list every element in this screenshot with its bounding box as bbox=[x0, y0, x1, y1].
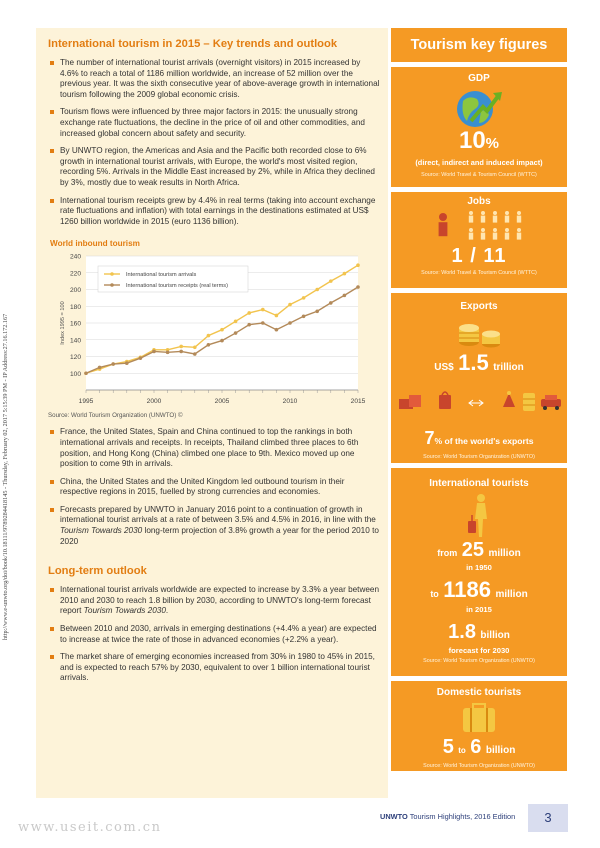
y-tick-label: 200 bbox=[69, 287, 81, 295]
data-point bbox=[193, 353, 197, 357]
data-point bbox=[356, 286, 360, 290]
line-chart bbox=[36, 248, 388, 418]
gdp-source: Source: World Travel & Tourism Council (WTTC) bbox=[421, 172, 537, 178]
gdp-number: 10 bbox=[458, 127, 486, 154]
data-point bbox=[247, 311, 251, 315]
exports-value bbox=[391, 350, 567, 381]
list-item: France, the United States, Spain and China continued to top the rankings in both international arrivals and receipts. In receipts, Thailand climbed three places to 6th position, and Hong Kong (China) climbed one place to 9th. Mexico moved up one position to come 9th in arrivals. bbox=[60, 427, 380, 469]
domestic-low: 5 bbox=[442, 736, 454, 758]
data-point bbox=[139, 357, 143, 361]
text: long-term projection of 3.8% growth a year for the period 2010 to 2020 bbox=[60, 526, 379, 546]
list-item: International tourism receipts grew by 4.4% in real terms (taking into account exchange rate fluctuations and inflation) with total earnings in the destinations estimated at US$ 1260 billion worldwide in 2015 (euro 1136 billion). bbox=[60, 196, 380, 228]
y-tick-label: 240 bbox=[69, 253, 81, 261]
data-point bbox=[315, 288, 319, 292]
y-axis-label: Index 1995 = 100 bbox=[60, 301, 66, 346]
exports-prefix: US$ bbox=[434, 362, 454, 373]
chart-title: World inbound tourism bbox=[50, 239, 140, 249]
sidebar-title: Tourism key figures bbox=[410, 37, 548, 53]
intl-forecast-text: forecast for 2030 bbox=[448, 646, 510, 655]
data-point bbox=[343, 294, 347, 298]
exports-share-text: % of the world's exports bbox=[434, 436, 534, 446]
data-point bbox=[261, 308, 265, 312]
data-point bbox=[179, 350, 183, 354]
domestic-unit: billion bbox=[485, 745, 516, 756]
text: . bbox=[165, 606, 169, 616]
list-item: China, the United States and the United Kingdom led outbound tourism in their respective regions in 2015, fuelled by strong currencies and economies. bbox=[60, 477, 380, 498]
data-point bbox=[179, 345, 183, 349]
data-point bbox=[207, 343, 211, 347]
domestic-source: Source: World Tourism Organization (UNWTO) bbox=[423, 763, 535, 769]
main-panel bbox=[36, 28, 388, 798]
exports-share-number: 7 bbox=[424, 428, 435, 448]
data-point bbox=[234, 320, 238, 324]
data-point bbox=[288, 303, 292, 307]
data-point bbox=[343, 272, 347, 276]
list-item: The market share of emerging economies increased from 30% in 1980 to 45% in 2015, and is expected to reach 57% by 2030, equivalent to over 1 billion international tourist arrivals. bbox=[60, 652, 380, 684]
x-tick-label: 2000 bbox=[146, 398, 162, 406]
legend-marker bbox=[110, 273, 114, 277]
jobs-source: Source: World Travel & Tourism Council (WTTC) bbox=[421, 270, 537, 276]
data-point bbox=[207, 334, 211, 338]
jobs-head: Jobs bbox=[467, 196, 491, 207]
exports-head: Exports bbox=[460, 301, 498, 312]
x-tick-label: 2015 bbox=[350, 398, 366, 406]
intl-to-number: 1186 bbox=[443, 577, 491, 602]
intl-forecast-number: 1.8 bbox=[448, 621, 476, 643]
data-point bbox=[356, 264, 360, 268]
data-point bbox=[152, 350, 156, 354]
data-point bbox=[288, 322, 292, 326]
footer-brand: UNWTO bbox=[380, 812, 408, 821]
x-tick-label: 1995 bbox=[78, 398, 94, 406]
chart-source: Source: World Tourism Organization (UNWTO) © bbox=[48, 412, 183, 420]
data-point bbox=[302, 296, 306, 300]
list-item bbox=[60, 505, 380, 547]
intl-forecast-unit: billion bbox=[480, 630, 510, 641]
coins-icon bbox=[391, 314, 567, 350]
domestic-head: Domestic tourists bbox=[436, 687, 522, 698]
legend-marker bbox=[110, 284, 114, 288]
y-tick-label: 120 bbox=[69, 354, 81, 362]
intl-from-label: from bbox=[437, 548, 458, 558]
longterm-list bbox=[36, 585, 388, 684]
data-point bbox=[247, 323, 251, 327]
domestic-value bbox=[391, 736, 567, 762]
longterm-title: Long-term outlook bbox=[48, 565, 147, 578]
people-icon bbox=[391, 207, 567, 245]
intl-to-unit: million bbox=[495, 589, 528, 600]
section-title: International tourism in 2015 – Key trends and outlook bbox=[48, 38, 338, 50]
exports-source: Source: World Tourism Organization (UNWTO) bbox=[423, 454, 535, 460]
intl-from-unit: million bbox=[488, 548, 521, 559]
data-point bbox=[220, 328, 224, 332]
data-point bbox=[302, 315, 306, 319]
intl-from-year: in 1950 bbox=[466, 563, 492, 572]
data-point bbox=[315, 310, 319, 314]
rankings-list bbox=[36, 427, 388, 547]
data-point bbox=[275, 314, 279, 318]
data-point bbox=[275, 328, 279, 332]
y-tick-label: 220 bbox=[69, 270, 81, 278]
y-tick-label: 100 bbox=[69, 371, 81, 379]
data-point bbox=[329, 280, 333, 284]
domestic-high: 6 bbox=[470, 736, 482, 758]
globe-icon bbox=[391, 87, 567, 129]
gdp-caption: (direct, indirect and induced impact) bbox=[415, 158, 543, 167]
intl-source: Source: World Tourism Organization (UNWTO) bbox=[423, 658, 535, 664]
suitcase-icon bbox=[391, 702, 567, 736]
intl-to-label: to bbox=[430, 589, 439, 599]
person-icon bbox=[469, 211, 473, 223]
page-number: 3 bbox=[528, 804, 568, 832]
person-icon bbox=[493, 228, 497, 240]
list-item: Tourism flows were influenced by three major factors in 2015: the unusually strong exchange rate fluctuations, the decline in the price of oil and other commodities, and increased global concern about safety and security. bbox=[60, 107, 380, 139]
footer-text: Tourism Highlights, 2016 Edition bbox=[407, 812, 516, 821]
x-tick-label: 2005 bbox=[214, 398, 230, 406]
person-icon bbox=[517, 228, 521, 240]
footer bbox=[380, 812, 515, 821]
list-item bbox=[60, 585, 380, 617]
exports-box bbox=[391, 293, 567, 463]
gdp-box bbox=[391, 67, 567, 187]
person-icon bbox=[481, 228, 485, 240]
gdp-head: GDP bbox=[468, 73, 490, 84]
exports-number: 1.5 bbox=[458, 350, 489, 375]
sidebar-title-box bbox=[391, 28, 567, 62]
domestic-tourists-box bbox=[391, 681, 567, 771]
list-item: By UNWTO region, the Americas and Asia and the Pacific both recorded close to 6% growth in international tourist arrivals, with Europe, the world's most visited region, recording 5%. Arrivals in the Middle East increased by 2%, while in Africa they declined by 3%, mostly due to weak results in North Africa. bbox=[60, 146, 380, 188]
x-tick-label: 2010 bbox=[282, 398, 298, 406]
traveller-icon bbox=[391, 493, 567, 539]
jobs-box bbox=[391, 192, 567, 288]
gdp-unit: % bbox=[485, 135, 500, 152]
person-icon bbox=[505, 228, 509, 240]
text: Forecasts prepared by UNWTO in January 2016 point to a continuation of growth in international tourist arrivals at a rate of between 3.5% and 4.5% in 2016, in line with the bbox=[60, 504, 376, 525]
download-stamp: http://www.e-unwto.org/doi/book/10.18111/9789284418145 - Thursday, February 02, 2017 5:15:39 PM - IP Address:27.16.172.167 bbox=[2, 313, 9, 640]
data-point bbox=[329, 301, 333, 305]
person-icon bbox=[469, 228, 473, 240]
data-point bbox=[111, 363, 115, 367]
exports-suffix: trillion bbox=[493, 362, 524, 373]
key-figures-sidebar bbox=[391, 28, 567, 776]
data-point bbox=[220, 339, 224, 343]
intl-forecast bbox=[391, 620, 567, 648]
report-title: Tourism Towards 2030 bbox=[60, 526, 143, 536]
intl-from bbox=[391, 539, 567, 565]
domestic-to: to bbox=[458, 746, 466, 755]
data-point bbox=[166, 351, 170, 355]
y-tick-label: 180 bbox=[69, 304, 81, 312]
jobs-value: 1 / 11 bbox=[451, 245, 507, 267]
data-point bbox=[84, 372, 88, 376]
inbound-chart bbox=[36, 248, 388, 418]
legend-label: International tourism arrivals bbox=[126, 272, 197, 279]
intl-head: International tourists bbox=[429, 478, 529, 489]
list-item: The number of international tourist arrivals (overnight visitors) in 2015 increased by 4.6% to reach a total of 1186 million worldwide, an increase of 52 million over the previous year. It was the sixth consecutive year of above-average growth in international tourism following the 2009 global economic crisis. bbox=[60, 58, 380, 99]
person-icon bbox=[481, 211, 485, 223]
gdp-value bbox=[391, 129, 567, 156]
watermark: www.useit.com.cn bbox=[18, 820, 162, 835]
key-trends-list bbox=[36, 58, 388, 227]
list-item: Between 2010 and 2030, arrivals in emerging destinations (+4.4% a year) are expected to increase at twice the rate of those in advanced economies (+2.2% a year). bbox=[60, 624, 380, 645]
intl-from-number: 25 bbox=[461, 539, 484, 561]
person-icon bbox=[517, 211, 521, 223]
data-point bbox=[98, 366, 102, 370]
person-icon bbox=[439, 213, 448, 236]
intl-to bbox=[391, 578, 567, 607]
intl-to-year: in 2015 bbox=[466, 605, 492, 614]
data-point bbox=[234, 332, 238, 336]
person-icon bbox=[493, 211, 497, 223]
data-point bbox=[261, 322, 265, 326]
text: International tourist arrivals worldwide are expected to increase by 3.3% a year between 2010 and 2030 to reach 1.8 billion by 2030, according to UNWTO's long-term forecast report bbox=[60, 585, 380, 616]
trade-icons bbox=[391, 381, 567, 419]
legend-label: International tourism receipts (real terms) bbox=[126, 283, 228, 290]
data-point bbox=[193, 346, 197, 350]
intl-tourists-box bbox=[391, 468, 567, 676]
data-point bbox=[125, 362, 129, 366]
report-title: Tourism Towards 2030 bbox=[83, 606, 166, 616]
exports-share bbox=[391, 427, 567, 452]
y-tick-label: 160 bbox=[69, 320, 81, 328]
y-tick-label: 140 bbox=[69, 337, 81, 345]
person-icon bbox=[505, 211, 509, 223]
